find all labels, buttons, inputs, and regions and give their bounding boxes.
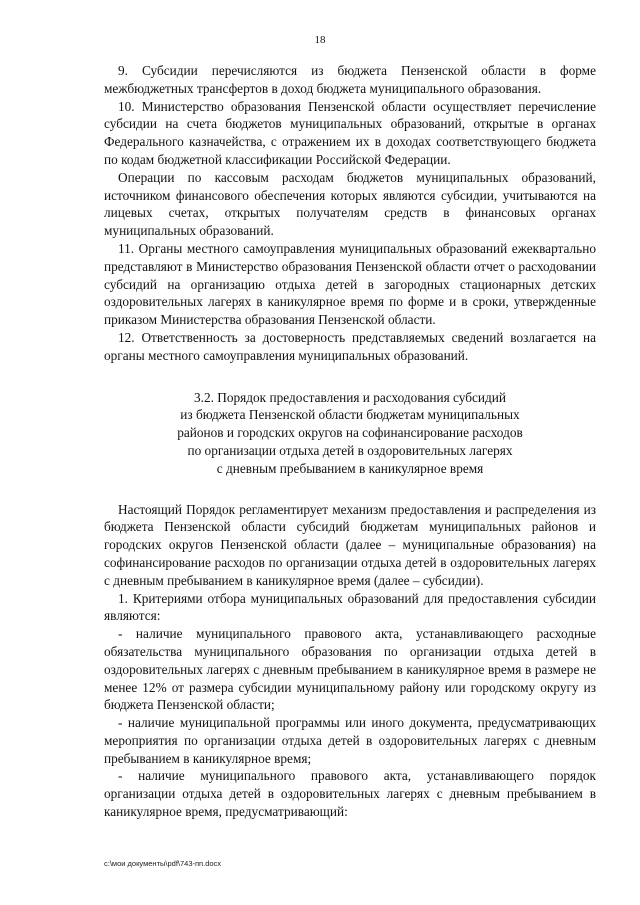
list-item-municipal-program: - наличие муниципальной программы или иного документа, предусматривающих мероприятия по организации отдыха детей в оздоровительных лагерях с дневным пребыванием в каникулярное время; <box>104 715 596 766</box>
paragraph-10: 10. Министерство образования Пензенской области осуществляет перечисление субсидии на счета бюджетов муниципальных образований, открытые в органах Федерального казначейства, с отражением их в доходах соответствующего бюджета по кодам бюджетной классификации Российской Федерации. <box>104 98 596 167</box>
paragraph-criteria: 1. Критериями отбора муниципальных образований для предоставления субсидии являются: <box>104 590 596 624</box>
paragraph-11: 11. Органы местного самоуправления муниципальных образований ежеквартально представляют в Министерство образования Пензенской области отчет о расходовании субсидий на организацию отдыха детей в загородных стационарных детских оздоровительных лагерях в каникулярное время по форме и в сроки, утвержденные приказом Министерства образования Пензенской области. <box>104 240 596 328</box>
list-item-legal-act: - наличие муниципального правового акта, устанавливающего расходные обязательства муниципального образования по организации отдыха детей в оздоровительных лагерях с дневным пребыванием в каникулярное время в размере не менее 12% от размера субсидии муниципальному району или городскому округу из бюджета Пензенской области; <box>104 626 596 713</box>
section-heading-line: по организации отдыха детей в оздоровительных лагерях <box>187 442 513 458</box>
section-heading-line: с дневным пребыванием в каникулярное время <box>216 460 484 476</box>
file-path-footer: c:\мои документы\pdf\743-пп.docx <box>104 859 222 868</box>
section-heading-line: 3.2. Порядок предоставления и расходования субсидий <box>193 389 506 405</box>
document-body <box>104 62 596 821</box>
paragraph-intro: Настоящий Порядок регламентирует механизм предоставления и распределения из бюджета Пензенской области субсидий бюджетам муниципальных районов и городских округов Пензенской области (далее – муниципальные образования) на софинансирование расходов по организации отдыха детей в оздоровительных лагерях с дневным пребыванием в каникулярное время (далее – субсидии). <box>104 501 596 588</box>
list-item-procedure-act: - наличие муниципального правового акта, устанавливающего порядок организации отдыха детей в оздоровительных лагерях с дневным пребыванием в каникулярное время, предусматривающий: <box>104 768 596 820</box>
paragraph-cash-operations: Операции по кассовым расходам бюджетов муниципальных образований, источником финансового обеспечения которых являются субсидии, учитываются на лицевых счетах, открытых получателям средств в финансовых органах муниципальных образований. <box>104 169 596 239</box>
paragraph-9: 9. Субсидии перечисляются из бюджета Пензенской области в форме межбюджетных трансфертов в доход бюджета муниципального образования. <box>104 63 596 96</box>
section-heading-line: из бюджета Пензенской области бюджетам муниципальных <box>180 407 520 423</box>
page-number: 18 <box>314 34 326 46</box>
paragraph-12: 12. Ответственность за достоверность представляемых сведений возлагается на органы местного самоуправления муниципальных образований. <box>104 329 596 363</box>
section-heading <box>104 389 596 478</box>
section-heading-line: районов и городских округов на софинансирование расходов <box>177 425 523 441</box>
